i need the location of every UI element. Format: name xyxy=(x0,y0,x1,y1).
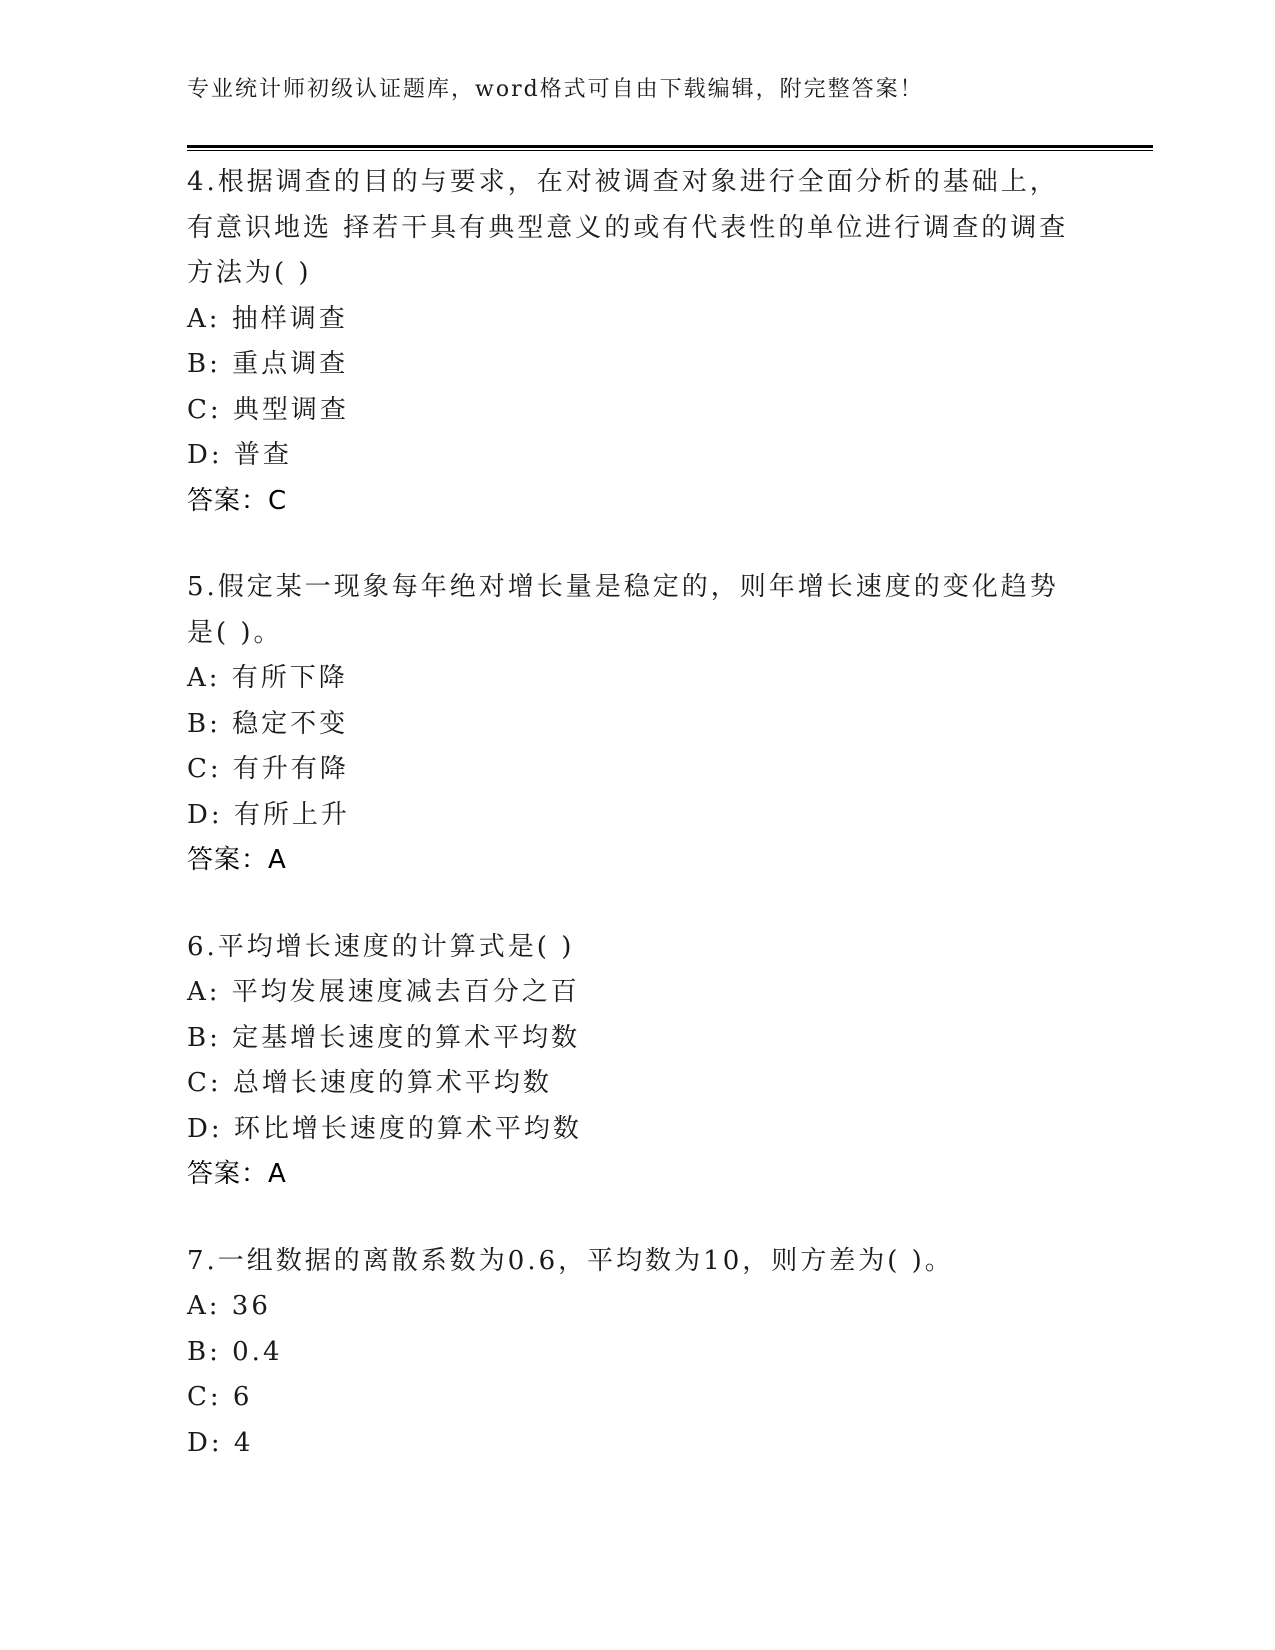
question-stem-line: 5.假定某一现象每年绝对增长量是稳定的，则年增长速度的变化趋势 xyxy=(187,572,1059,602)
question-stem-line: 4.根据调查的目的与要求，在对被调查对象进行全面分析的基础上， xyxy=(187,167,1059,197)
option-b: B: 定基增长速度的算术平均数 xyxy=(187,1022,581,1053)
option-d: D: 环比增长速度的算术平均数 xyxy=(187,1113,582,1144)
question-stem-line: 7.一组数据的离散系数为0.6，平均数为10，则方差为( )。 xyxy=(187,1245,954,1276)
question-stem-line: 方法为( ) xyxy=(187,258,312,288)
question-7 xyxy=(187,1239,1087,1467)
option-d: D: 普查 xyxy=(187,440,292,470)
question-6 xyxy=(187,925,1087,1198)
question-stem-line: 有意识地选 择若干具有典型意义的或有代表性的单位进行调查的调查 xyxy=(187,212,1069,243)
question-5 xyxy=(187,565,1087,884)
option-c: C: 典型调查 xyxy=(187,394,349,425)
answer-line: 答案：A xyxy=(187,845,287,875)
option-b: B: 稳定不变 xyxy=(187,708,349,739)
question-4 xyxy=(187,160,1087,524)
option-c: C: 有升有降 xyxy=(187,754,349,784)
option-d: D: 4 xyxy=(187,1427,254,1458)
answer-line: 答案：C xyxy=(187,485,288,516)
question-list xyxy=(187,160,1087,1507)
header-rule-thick xyxy=(187,145,1153,148)
option-a: A: 有所下降 xyxy=(187,663,348,693)
header-rule-thin xyxy=(187,150,1153,151)
page-header: 专业统计师初级认证题库，word格式可自由下载编辑，附完整答案！ xyxy=(187,77,924,102)
option-a: A: 平均发展速度减去百分之百 xyxy=(187,977,580,1007)
option-b: B: 重点调查 xyxy=(187,349,349,379)
option-a: A: 抽样调查 xyxy=(187,303,348,334)
answer-line: 答案：A xyxy=(187,1159,287,1189)
option-c: C: 总增长速度的算术平均数 xyxy=(187,1068,552,1098)
option-d: D: 有所上升 xyxy=(187,799,350,830)
question-stem-line: 是( )。 xyxy=(187,617,283,648)
option-a: A: 36 xyxy=(187,1291,271,1321)
question-stem-line: 6.平均增长速度的计算式是( ) xyxy=(187,931,575,962)
option-b: B: 0.4 xyxy=(187,1336,283,1367)
option-c: C: 6 xyxy=(187,1382,253,1412)
